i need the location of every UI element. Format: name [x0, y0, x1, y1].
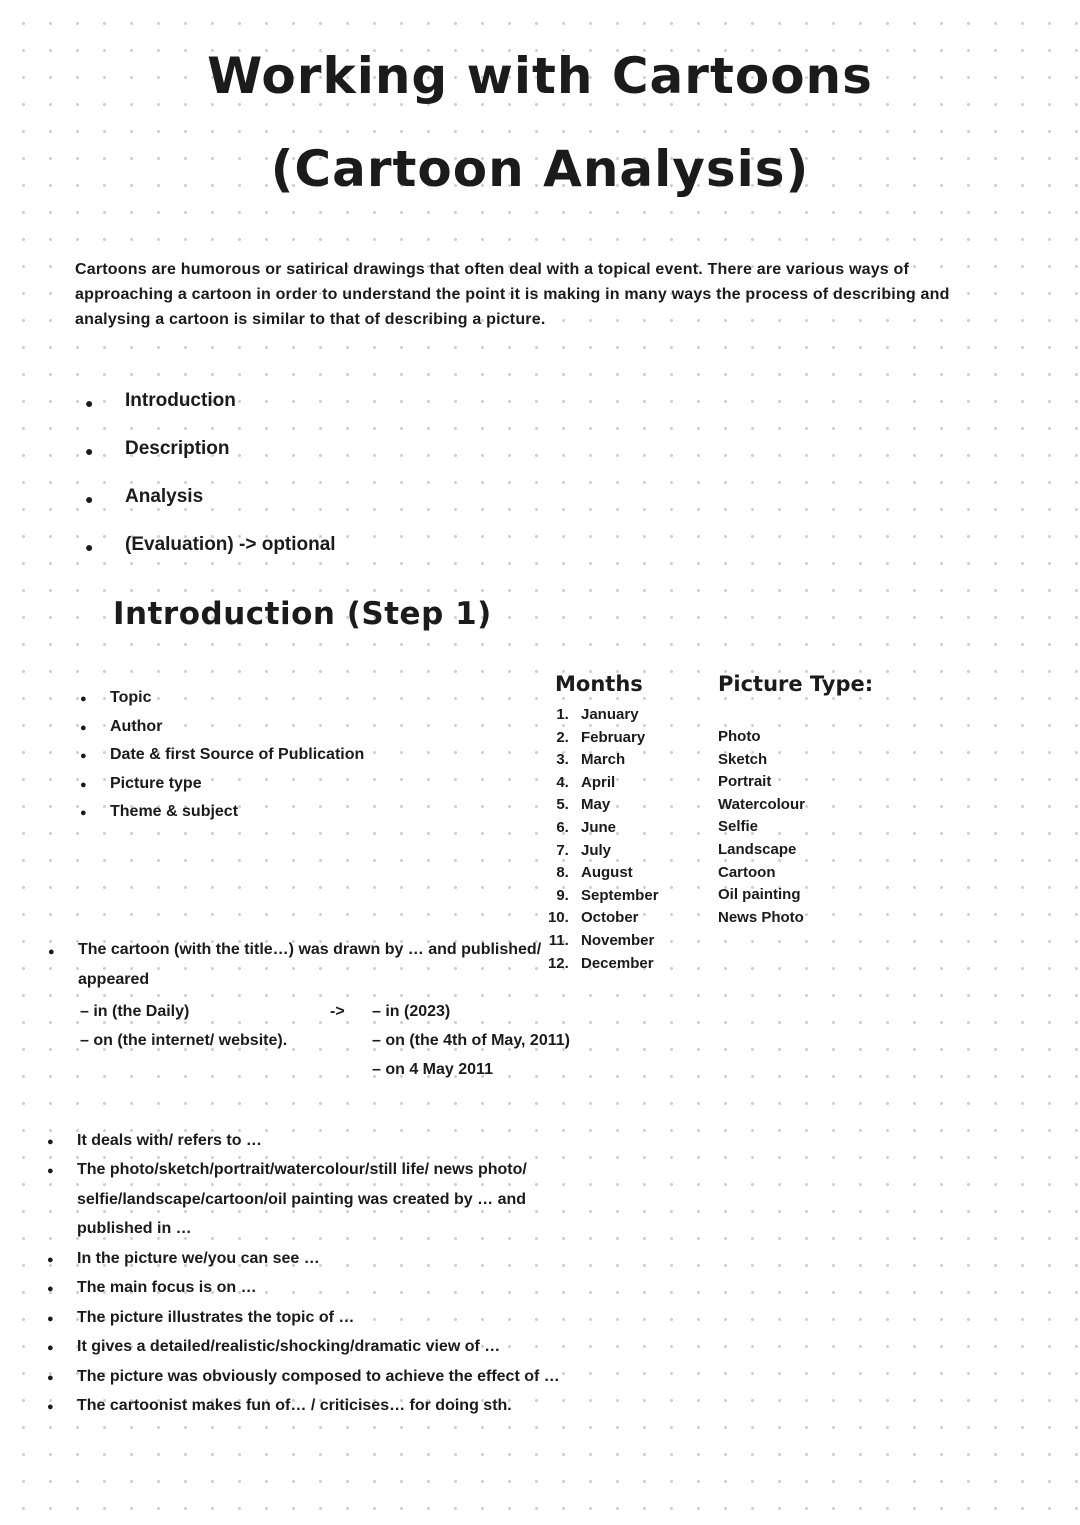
overview-item-analysis: ● Analysis: [85, 486, 1080, 508]
months-heading: Months: [555, 672, 643, 696]
month-item: 8. August: [573, 862, 718, 885]
month-item: 10. October: [573, 907, 718, 930]
overview-item-description: ● Description: [85, 438, 1080, 460]
intro-point-author: ● Author: [80, 713, 555, 742]
month-item: 1. January: [573, 704, 718, 727]
picture-type-item: Cartoon: [718, 863, 776, 881]
month-item: 2. February: [573, 727, 718, 750]
cartoon-example-lead: ● The cartoon (with the title…) was drawn by … and published/ appeared: [48, 935, 555, 995]
intro-point-topic: ● Topic: [80, 684, 555, 713]
phrase-item: ● In the picture we/you can see …: [47, 1244, 592, 1274]
section-heading: Introduction (Step 1): [113, 596, 492, 632]
left-column: [0, 672, 570, 1084]
cartoon-example-grid: [80, 997, 570, 1084]
intro-point-picture-type: ● Picture type: [80, 770, 555, 799]
picture-type-item: News Photo: [718, 908, 804, 926]
picture-type-item: Selfie: [718, 818, 759, 836]
picture-type-item: Landscape: [718, 840, 797, 858]
month-item: 3. March: [573, 749, 718, 772]
columns-area: [0, 672, 1080, 1084]
phrase-item: ● The picture illustrates the topic of …: [47, 1303, 592, 1333]
intro-points-list: [80, 672, 555, 827]
cartoon-example-right-column: [372, 997, 570, 1084]
picture-type-item: Sketch: [718, 750, 768, 768]
picture-type-item: Portrait: [718, 773, 772, 791]
months-list: [573, 704, 718, 975]
picture-types-column: [718, 672, 898, 1084]
month-item: 7. July: [573, 840, 718, 863]
month-item: 9. September: [573, 885, 718, 908]
phrase-item: ● The photo/sketch/portrait/watercolour/still life/ news photo/ selfie/landscape/cartoon/oil painting was created by … and published in …: [47, 1155, 592, 1244]
cartoon-example-block: [78, 935, 570, 1084]
picture-types-list: [718, 726, 898, 929]
intro-point-theme-subject: ● Theme & subject: [80, 798, 555, 827]
picture-type-item: Oil painting: [718, 886, 801, 904]
cartoon-example-right-line: – on (the 4th of May, 2011): [372, 1031, 570, 1049]
month-item: 5. May: [573, 794, 718, 817]
cartoon-example-arrow: ->: [330, 1002, 345, 1020]
page-title-line2: (Cartoon Analysis): [270, 139, 810, 198]
picture-types-heading: Picture Type:: [718, 672, 874, 696]
phrase-item: ● The picture was obviously composed to achieve the effect of …: [47, 1362, 592, 1392]
overview-list: [85, 390, 1080, 556]
phrase-item: ● The main focus is on …: [47, 1273, 592, 1303]
cartoon-example-right-line: – in (2023): [372, 1002, 451, 1020]
intro-point-date-source: ● Date & first Source of Publication: [80, 741, 555, 770]
phrase-item: ● It gives a detailed/realistic/shocking/dramatic view of …: [47, 1332, 592, 1362]
phrase-item: ● The cartoonist makes fun of… / criticises… for doing sth.: [47, 1391, 592, 1421]
overview-item-introduction: ● Introduction: [85, 390, 1080, 412]
intro-paragraph: Cartoons are humorous or satirical drawings that often deal with a topical event. There are various ways of approaching a cartoon in order to understand the point it is making in many ways the process of describing and analysing a cartoon is similar to that of describing a picture.: [75, 261, 950, 328]
month-item: 12. December: [573, 953, 718, 976]
page-title-line1: Working with Cartoons: [207, 47, 873, 105]
cartoon-example-left-column: [80, 997, 330, 1084]
month-item: 11. November: [573, 930, 718, 953]
picture-type-item: Photo: [718, 728, 761, 745]
phrases-list: [47, 1126, 592, 1421]
phrase-item: ● It deals with/ refers to …: [47, 1126, 592, 1156]
page-title: [0, 0, 1080, 215]
cartoon-example-left-line: – in (the Daily): [80, 1002, 190, 1020]
cartoon-example-left-line: – on (the internet/ website).: [80, 1031, 288, 1049]
cartoon-example-right-line: – on 4 May 2011: [372, 1060, 493, 1078]
month-item: 6. June: [573, 817, 718, 840]
months-column: [555, 672, 718, 1084]
overview-item-evaluation: ● (Evaluation) -> optional: [85, 534, 1080, 556]
picture-type-item: Watercolour: [718, 795, 805, 813]
month-item: 4. April: [573, 772, 718, 795]
